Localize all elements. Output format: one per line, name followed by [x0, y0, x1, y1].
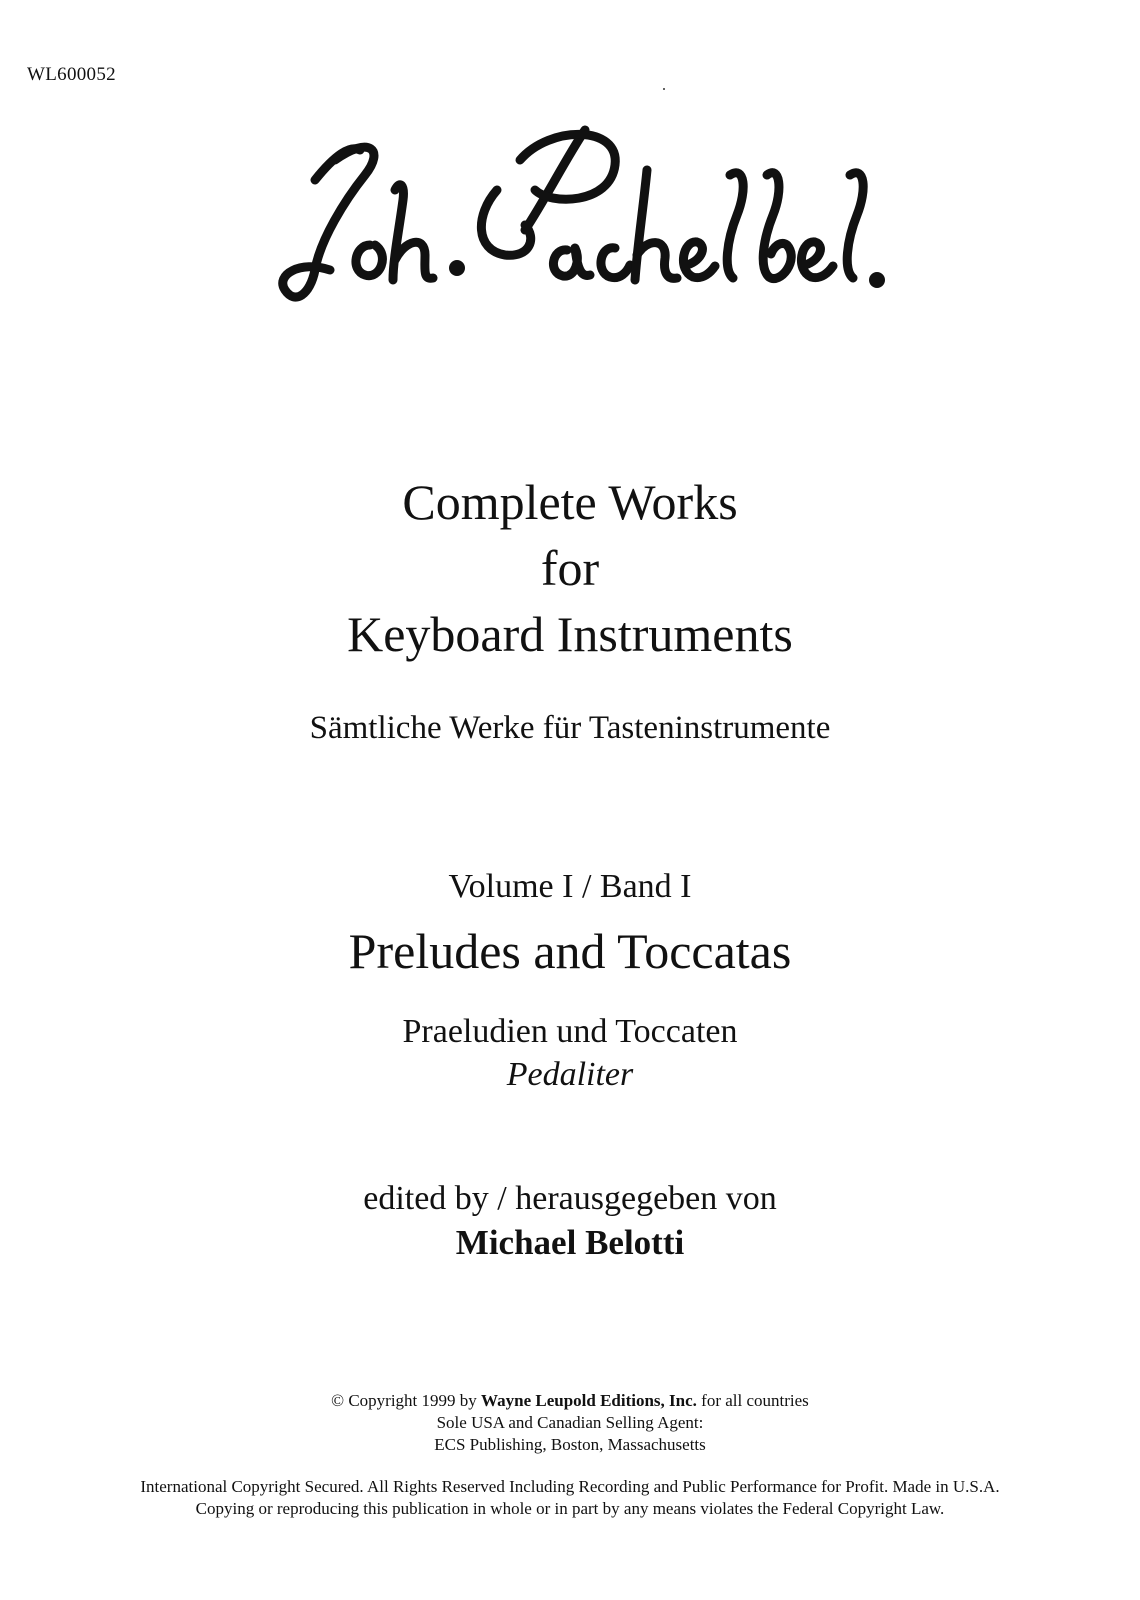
publisher-name: Wayne Leupold Editions, Inc.	[481, 1391, 697, 1410]
title-keyboard-instruments: Keyboard Instruments	[347, 606, 793, 662]
title-for: for	[540, 540, 600, 596]
volume-title: Preludes and Toccatas	[348, 923, 792, 979]
title-complete-works: Complete Works	[402, 474, 738, 530]
volume-label: Volume I / Band I	[448, 868, 692, 905]
volume-title-german: Praeludien und Toccaten	[402, 1013, 738, 1050]
editor-credit: edited by / herausgegeben von	[363, 1180, 777, 1217]
pachelbel-signature	[275, 120, 915, 340]
copyright-line	[0, 1390, 1140, 1412]
selling-agent: ECS Publishing, Boston, Massachusetts	[434, 1435, 706, 1454]
copyright-prefix: © Copyright 1999 by	[331, 1391, 482, 1410]
copyright-suffix: for all countries	[696, 1391, 809, 1410]
editor-name: Michael Belotti	[455, 1223, 685, 1262]
rights-notice: International Copyright Secured. All Rights Reserved Including Recording and Public Performance for Profit. Made in U.S.A.	[140, 1477, 1000, 1496]
title-german: Sämtliche Werke für Tasteninstrumente	[309, 710, 831, 746]
copying-warning: Copying or reproducing this publication in whole or in part by any means violates the Federal Copyright Law.	[195, 1499, 945, 1518]
volume-subtitle: Pedaliter	[506, 1056, 634, 1093]
selling-agent-line: Sole USA and Canadian Selling Agent:	[436, 1413, 704, 1432]
catalog-number: WL600052	[27, 64, 116, 85]
scan-speck	[663, 88, 665, 90]
